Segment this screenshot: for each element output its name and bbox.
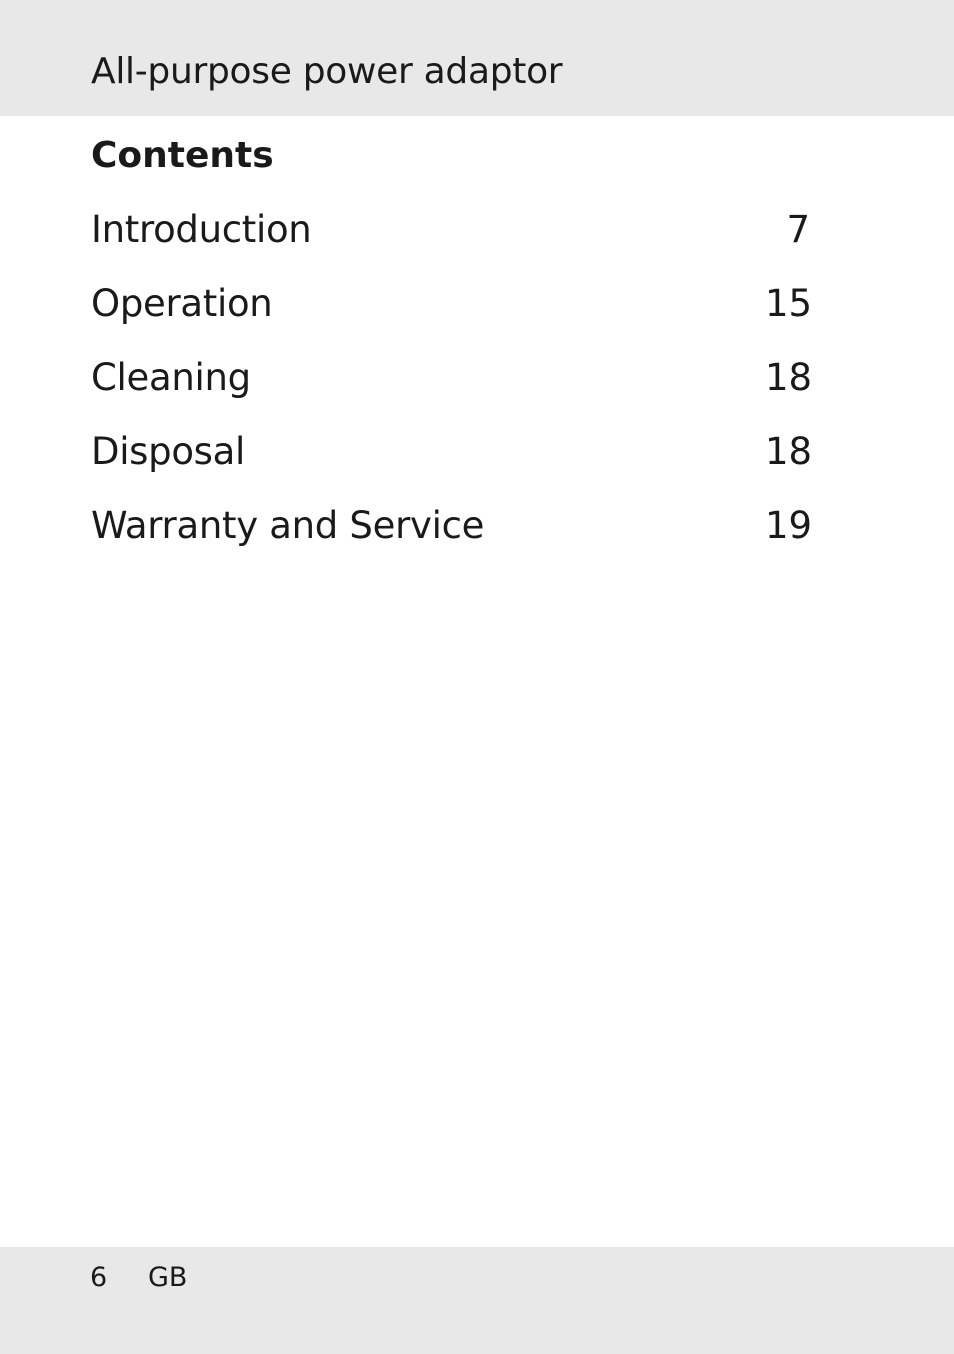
toc-entry-page-number: 18 xyxy=(765,356,813,399)
toc-entry-label: Warranty and Service xyxy=(91,504,485,547)
toc-entry-cleaning[interactable] xyxy=(91,354,851,428)
toc-entry-label: Introduction xyxy=(91,208,312,251)
footer-language-code: GB xyxy=(148,1262,188,1293)
contents-heading: Contents xyxy=(91,135,274,176)
document-title: All-purpose power adaptor xyxy=(91,51,563,92)
toc-entry-page-number: 7 xyxy=(786,208,810,251)
toc-entry-warranty-and-service[interactable] xyxy=(91,502,851,576)
toc-entry-introduction[interactable] xyxy=(91,206,851,280)
footer-band xyxy=(0,1247,954,1354)
table-of-contents xyxy=(91,206,851,576)
toc-entry-page-number: 18 xyxy=(765,430,813,473)
toc-entry-operation[interactable] xyxy=(91,280,851,354)
footer-page-number: 6 xyxy=(90,1262,108,1293)
toc-entry-page-number: 19 xyxy=(765,504,813,547)
toc-entry-disposal[interactable] xyxy=(91,428,851,502)
toc-entry-label: Operation xyxy=(91,282,273,325)
toc-entry-label: Cleaning xyxy=(91,356,251,399)
toc-entry-label: Disposal xyxy=(91,430,246,473)
toc-entry-page-number: 15 xyxy=(765,282,813,325)
